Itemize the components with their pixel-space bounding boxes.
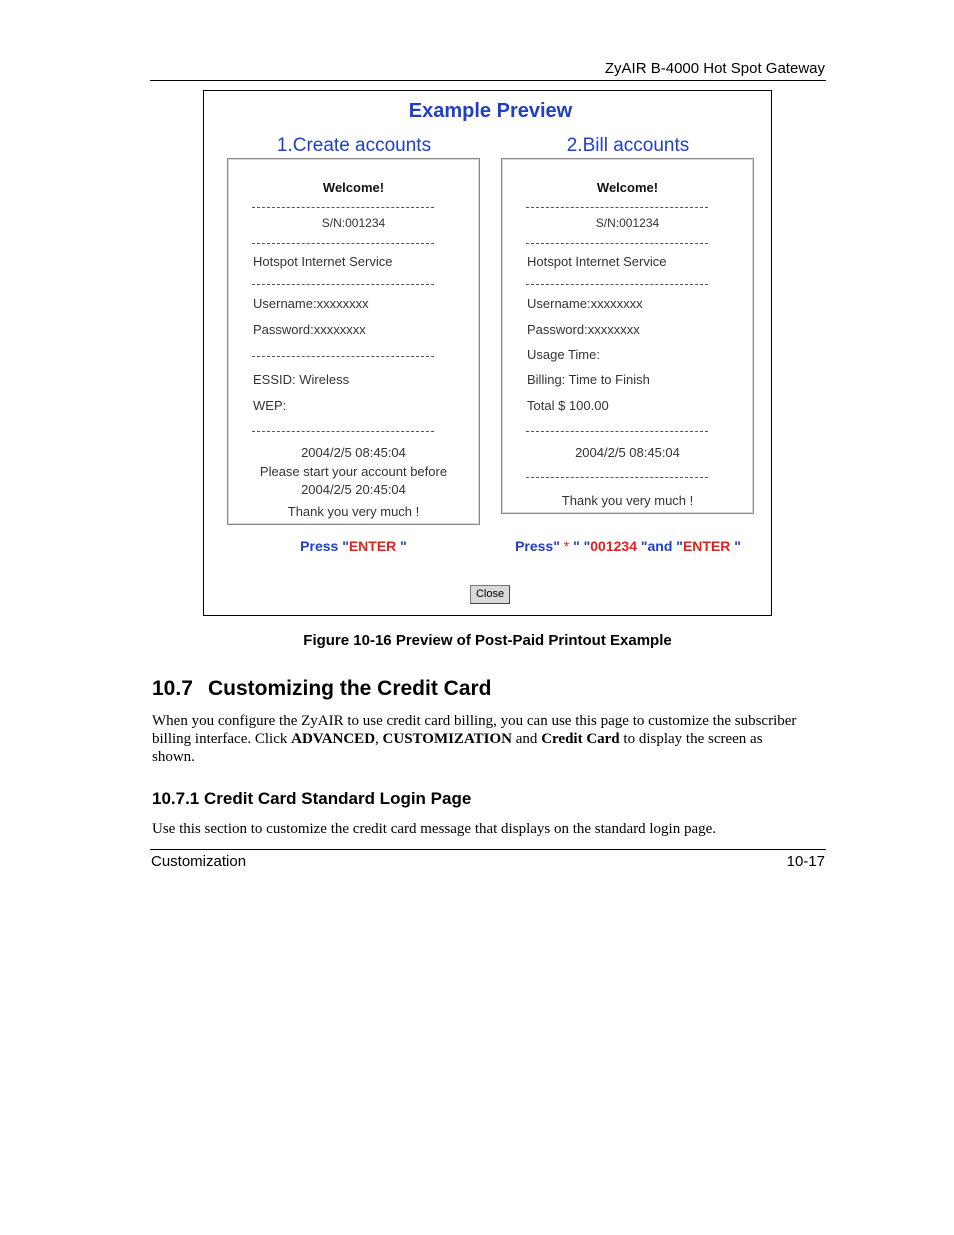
receipt-service: Hotspot Internet Service [253,254,393,269]
receipt-divider [252,207,434,208]
receipt-divider [252,284,434,285]
receipt-start-before: Please start your account before [259,464,448,479]
receipt-thanks: Thank you very much ! [287,504,420,519]
bill-accounts-receipt [501,158,754,514]
close-button[interactable]: Close [470,585,510,604]
footer-chapter: Customization [151,853,247,870]
footer-rule [150,849,826,850]
running-header: ZyAIR B-4000 Hot Spot Gateway [604,60,825,77]
text-run: and [512,731,542,747]
press-star: * [559,538,574,554]
subsection-heading: 10.7.1 Credit Card Standard Login Page [152,789,472,808]
receipt-divider [526,477,708,478]
section-number: 10.7 [152,677,193,700]
section-paragraph [152,712,827,766]
press-key-enter: ENTER [682,538,731,554]
receipt-total: Total $ 100.00 [527,398,609,413]
press-and: "and " [636,538,683,554]
menu-advanced: ADVANCED [291,731,376,747]
receipt-service: Hotspot Internet Service [527,254,667,269]
press-quote: " [730,538,741,554]
press-word: Press [300,538,339,554]
menu-credit-card: Credit Card [541,731,620,747]
paragraph-line: shown. [152,749,195,765]
receipt-serial: S/N:001234 [595,216,660,230]
press-serial: 001234 [590,538,637,554]
receipt-thanks: Thank you very much ! [561,493,694,508]
receipt-divider [526,243,708,244]
receipt-essid: ESSID: Wireless [253,372,350,387]
receipt-divider [526,207,708,208]
bill-accounts-heading: 2.Bill accounts [566,135,690,156]
receipt-deadline: 2004/2/5 20:45:04 [301,482,406,497]
receipt-serial: S/N:001234 [321,216,386,230]
preview-title: Example Preview [408,100,573,122]
text-run: billing interface. Click [152,731,292,747]
section-title: Customizing the Credit Card [208,677,492,700]
press-key-enter: ENTER [348,538,397,554]
section-heading [152,677,492,701]
receipt-password: Password:xxxxxxxx [527,322,640,337]
subsection-paragraph: Use this section to customize the credit card message that displays on the standard login page. [152,821,717,837]
receipt-password: Password:xxxxxxxx [253,322,366,337]
create-accounts-heading: 1.Create accounts [276,135,432,156]
receipt-usage-time: Usage Time: [527,347,600,362]
press-word: Press" [515,538,560,554]
press-quote: " [396,538,407,554]
text-run: to display the screen as [619,731,763,747]
receipt-divider [252,356,434,357]
footer-page-number: 10-17 [786,853,825,870]
create-accounts-receipt [227,158,480,525]
receipt-datetime: 2004/2/5 08:45:04 [301,445,406,460]
paragraph-line: When you configure the ZyAIR to use credit card billing, you can use this page to customize the subscriber [152,713,797,729]
receipt-username: Username:xxxxxxxx [253,296,369,311]
receipt-divider [252,431,434,432]
receipt-wep: WEP: [253,398,287,413]
text-run: , [375,731,383,747]
receipt-welcome: Welcome! [322,180,385,195]
receipt-billing: Billing: Time to Finish [527,372,650,387]
press-quote: " [338,538,349,554]
paragraph-line [152,730,827,748]
receipt-welcome: Welcome! [596,180,659,195]
press-quote: " " [573,538,591,554]
receipt-username: Username:xxxxxxxx [527,296,643,311]
menu-customization: CUSTOMIZATION [382,731,513,747]
receipt-divider [526,284,708,285]
header-rule [150,80,826,81]
figure-caption: Figure 10-16 Preview of Post-Paid Printout Example [303,632,672,649]
receipt-datetime: 2004/2/5 08:45:04 [575,445,680,460]
receipt-divider [526,431,708,432]
receipt-divider [252,243,434,244]
left-press-instruction [227,538,480,554]
right-press-instruction [494,538,762,554]
